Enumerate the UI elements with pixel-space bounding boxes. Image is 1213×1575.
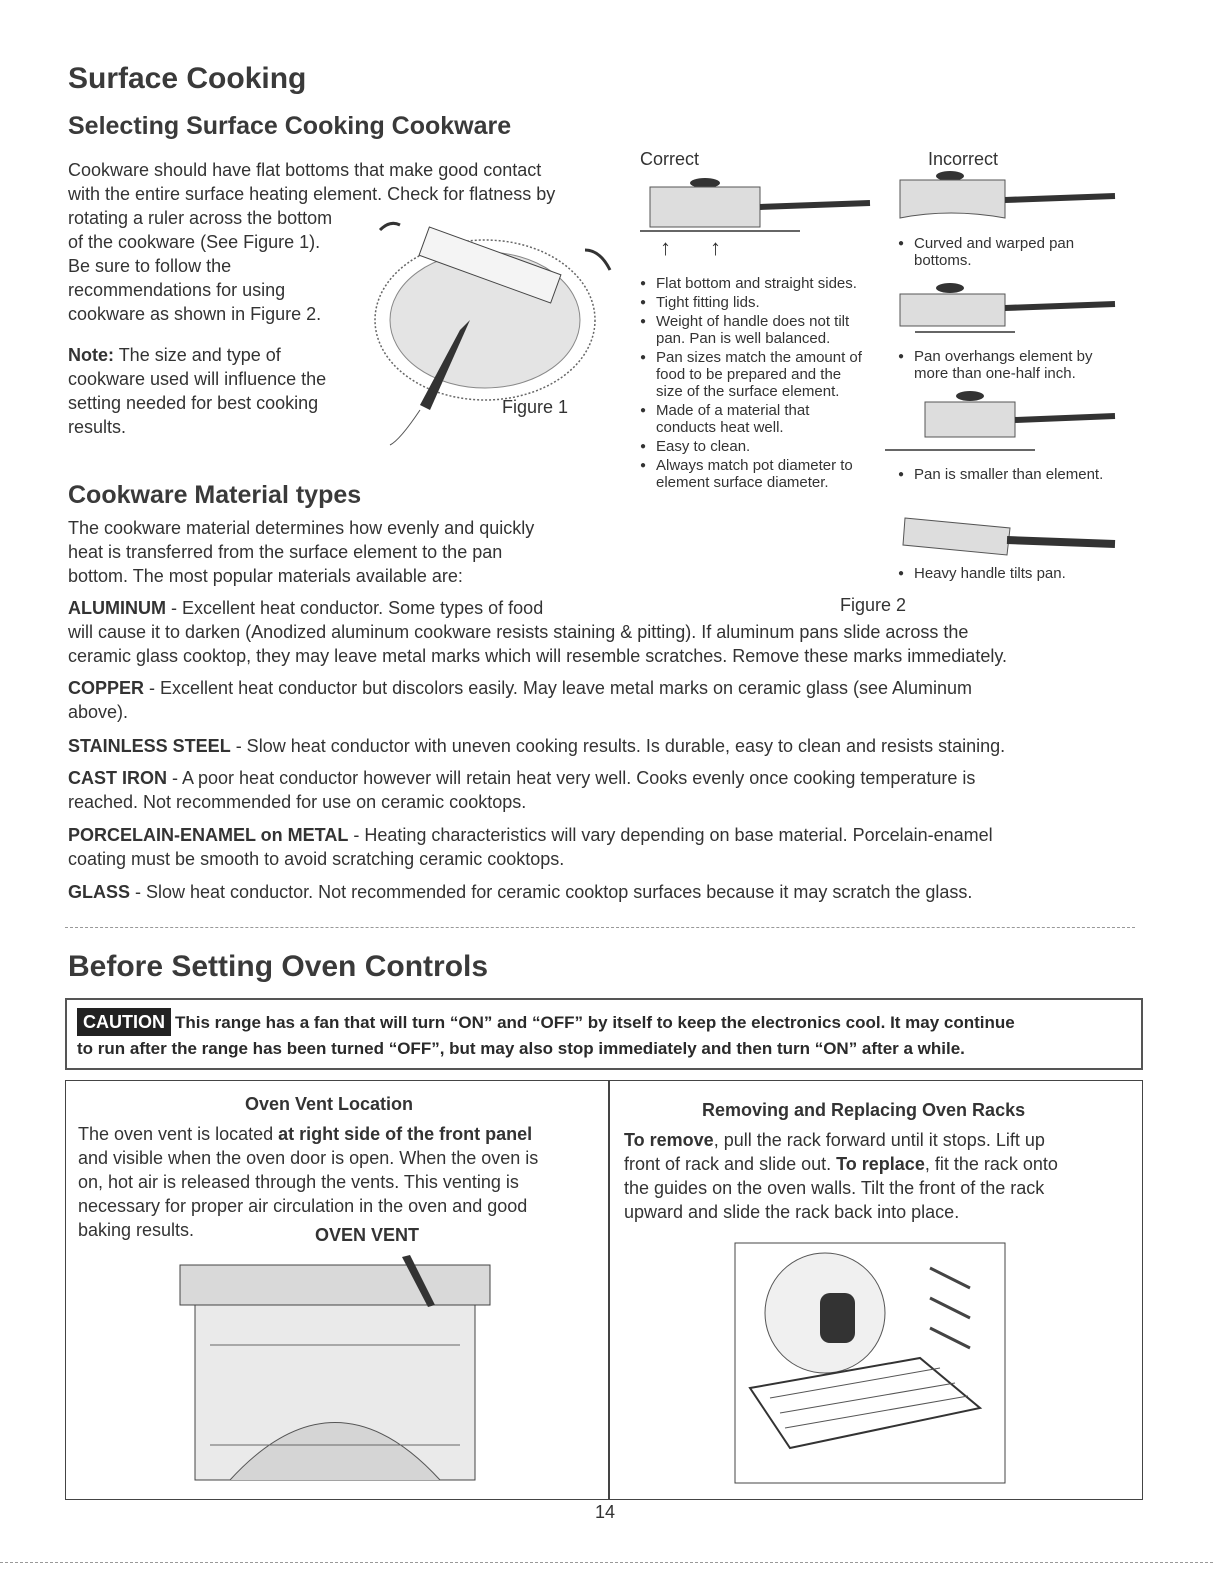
correct-item: ● Easy to clean. xyxy=(640,438,870,455)
correct-item: ● Flat bottom and straight sides. xyxy=(640,275,870,292)
tilted-pan-illustration xyxy=(895,510,1120,560)
materials-intro: The cookware material determines how evenly and quickly heat is transferred from the surface element to the pan bottom. The most popular materials available are: xyxy=(68,518,535,586)
material-porcelain: PORCELAIN-ENAMEL on METAL - Heating characteristics will vary depending on base material. Porcelain-enamel coating must be smooth to avoid scratching ceramic cooktops. xyxy=(68,825,993,869)
figure-1-caption: Figure 1 xyxy=(502,397,569,417)
curved-pan-illustration xyxy=(895,170,1120,230)
material-cast-iron: CAST IRON - A poor heat conductor however will retain heat very well. Cooks evenly once cooking temperature is reached. Not recommended for use on ceramic cooktops. xyxy=(68,768,976,812)
incorrect-item-3: ● Pan is smaller than element. xyxy=(898,466,1118,485)
panel-divider xyxy=(608,1081,610,1499)
svg-text:↑: ↑ xyxy=(710,235,721,260)
section-heading-materials: Cookware Material types xyxy=(68,481,362,509)
section-divider xyxy=(65,927,1135,928)
intro-paragraph: Cookware should have flat bottoms that make good contact with the entire surface heating element. Check for flatness by rotating a ruler across the bottom of the cookware (See Figure 1). Be sure to follow the recommendations for using cookware as shown in Figure 2. xyxy=(68,160,556,324)
correct-item: ● Weight of handle does not tilt pan. Pan is well balanced. xyxy=(640,313,870,347)
incorrect-item-4: ● Heavy handle tilts pan. xyxy=(898,565,1118,584)
bottom-edge xyxy=(0,1562,1213,1563)
svg-text:↑: ↑ xyxy=(660,235,671,260)
figure-1-illustration xyxy=(360,210,620,450)
oven-vent-illustration xyxy=(170,1255,500,1487)
page-title: Surface Cooking xyxy=(68,62,307,95)
note-paragraph: Note: The size and type of cookware used will influence the setting needed for best cooking results. xyxy=(68,345,327,437)
correct-item: ● Always match pot diameter to element surface diameter. xyxy=(640,457,870,491)
caution-box: CAUTION This range has a fan that will turn “ON” and “OFF” by itself to keep the electronics cool. It may continue to run after the range has been turned “OFF”, but may also stop immediately and then turn “ON” after a while. xyxy=(65,998,1143,1070)
correct-label: Correct xyxy=(640,149,700,169)
section-heading-cookware: Selecting Surface Cooking Cookware xyxy=(68,112,512,140)
page-number: 14 xyxy=(595,1502,616,1522)
small-pan-illustration xyxy=(885,390,1120,460)
correct-item: ● Made of a material that conducts heat well. xyxy=(640,402,870,436)
incorrect-item-1: ● Curved and warped pan bottoms. xyxy=(898,235,1118,271)
racks-heading: Removing and Replacing Oven Racks xyxy=(702,1100,1026,1120)
material-copper: COPPER - Excellent heat conductor but discolors easily. May leave metal marks on ceramic glass (see Aluminum above). xyxy=(68,678,973,722)
overhang-pan-illustration xyxy=(895,282,1120,342)
caution-badge: CAUTION xyxy=(77,1008,171,1036)
section-heading-oven: Before Setting Oven Controls xyxy=(68,950,489,983)
material-stainless: STAINLESS STEEL - Slow heat conductor with uneven cooking results. Is durable, easy to clean and resists staining. xyxy=(68,736,1006,756)
material-aluminum: ALUMINUM - Excellent heat conductor. Some types of food will cause it to darken (Anodized aluminum cookware resists staining & pitting). If aluminum pans slide across the ceramic glass cooktop, they may leave metal marks which will resemble scratches. Remove these marks immediately. xyxy=(68,598,1007,666)
correct-item: ● Tight fitting lids. xyxy=(640,294,870,311)
oven-vent-callout: OVEN VENT xyxy=(315,1225,420,1245)
correct-list xyxy=(640,275,870,493)
incorrect-label: Incorrect xyxy=(928,149,999,169)
vent-paragraph: The oven vent is located at right side of the front panel and visible when the oven door is open. When the oven is on, hot air is released through the vents. This venting is necessary for proper air circulation in the oven and good baking results. xyxy=(78,1124,539,1240)
material-glass: GLASS - Slow heat conductor. Not recommended for ceramic cooktop surfaces because it may scratch the glass. xyxy=(68,882,973,902)
correct-pan-illustration xyxy=(640,175,880,265)
note-label: Note: xyxy=(68,345,114,365)
vent-heading: Oven Vent Location xyxy=(245,1094,414,1114)
incorrect-item-2: ● Pan overhangs element by more than one-half inch. xyxy=(898,348,1123,384)
racks-paragraph: To remove, pull the rack forward until it stops. Lift up front of rack and slide out. To replace, fit the rack onto the guides on the oven walls. Tilt the front of the rack upward and slide the rack back into place. xyxy=(624,1130,1058,1222)
correct-item: ● Pan sizes match the amount of food to be prepared and the size of the surface element. xyxy=(640,349,870,400)
oven-rack-illustration xyxy=(730,1238,1030,1488)
figure-2-caption: Figure 2 xyxy=(840,595,907,615)
